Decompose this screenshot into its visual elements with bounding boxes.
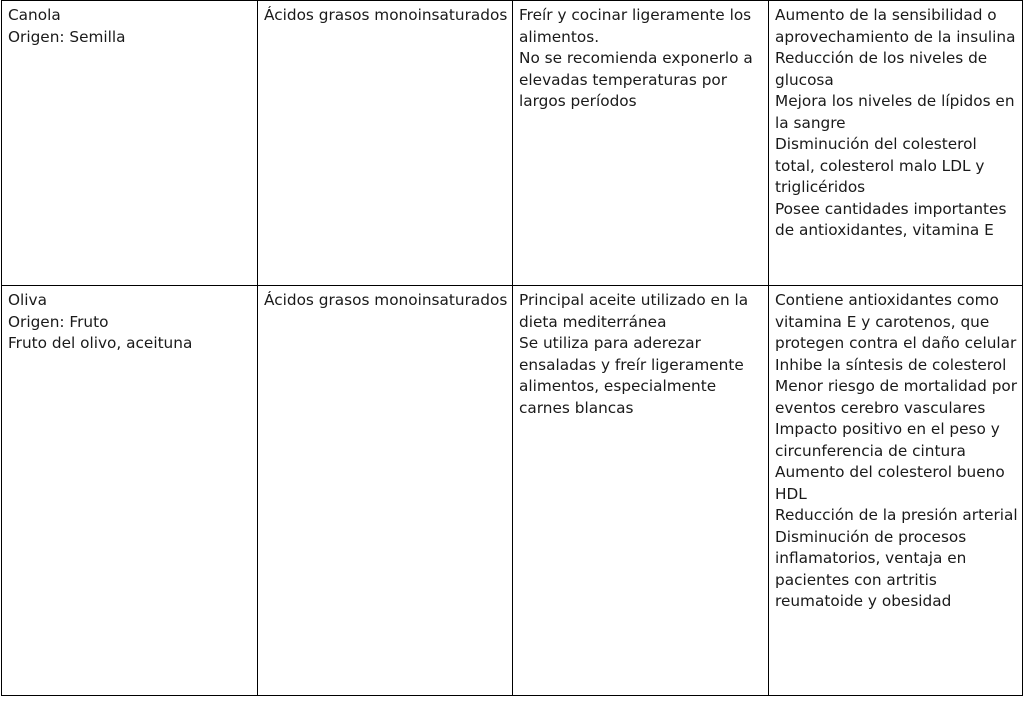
benefit-item: Mejora los niveles de lípidos en la sangre	[775, 92, 1015, 132]
use-item: No se recomienda exponerlo a elevadas temperaturas por largos períodos	[519, 49, 753, 110]
table-row-canola	[2, 1, 1023, 286]
benefit-item: Aumento de la sensibilidad o aprovechamiento de la insulina	[775, 6, 1016, 46]
fat-type-text: Ácidos grasos monoinsaturados	[264, 291, 508, 309]
benefit-item: Posee cantidades importantes de antioxidantes, vitamina E	[775, 199, 1007, 239]
oil-name: Canola	[8, 6, 61, 24]
oil-origin: Origen: Fruto	[8, 312, 109, 331]
table-row-oliva	[2, 286, 1023, 696]
cell-benefits	[769, 1, 1023, 286]
oil-comparison-table	[1, 0, 1023, 696]
fat-type-text: Ácidos grasos monoinsaturados	[264, 6, 508, 24]
oil-origin: Origen: Semilla	[8, 27, 126, 46]
cell-origin	[2, 286, 258, 696]
cell-benefits	[769, 286, 1023, 696]
cell-fat-type	[258, 1, 513, 286]
use-item: Se utiliza para aderezar ensaladas y freír ligeramente alimentos, especialmente carnes blancas	[519, 334, 744, 417]
cell-origin	[2, 1, 258, 286]
benefit-item: Reducción de la presión arterial	[775, 506, 1018, 524]
cell-uses	[513, 286, 769, 696]
cell-fat-type	[258, 286, 513, 696]
benefit-item: Contiene antioxidantes como vitamina E y carotenos, que protegen contra el daño celular	[775, 291, 1017, 352]
cell-uses	[513, 1, 769, 286]
oil-name: Oliva	[8, 291, 47, 309]
benefit-item: Aumento del colesterol bueno HDL	[775, 463, 1005, 503]
benefit-item: Menor riesgo de mortalidad por eventos cerebro vasculares	[775, 377, 1018, 417]
benefit-item: Reducción de los niveles de glucosa	[775, 49, 988, 89]
benefit-item: Disminución del colesterol total, colesterol malo LDL y triglicéridos	[775, 135, 985, 196]
oil-origin-detail: Fruto del olivo, aceituna	[8, 334, 193, 352]
benefit-item: Impacto positivo en el peso y circunferencia de cintura	[775, 420, 1000, 460]
benefit-item: Disminución de procesos inflamatorios, ventaja en pacientes con artritis reumatoide y obesidad	[775, 527, 967, 610]
benefit-item: Inhibe la síntesis de colesterol	[775, 355, 1007, 374]
use-item: Principal aceite utilizado en la dieta mediterránea	[519, 291, 749, 331]
use-item: Freír y cocinar ligeramente los alimentos.	[519, 6, 752, 46]
